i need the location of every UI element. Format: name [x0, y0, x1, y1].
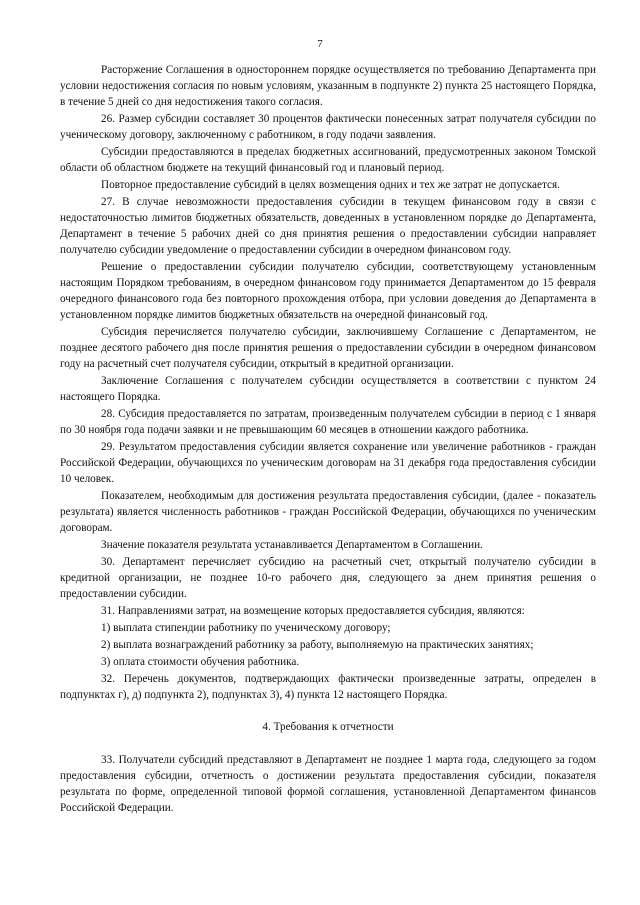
paragraph: Решение о предоставлении субсидии получателю субсидии, соответствующему установленным настоящим Порядком требованиям, в очередном финансовом году принимается Департаментом до 15 февраля очередного финансового года без повторного прохождения отбора, при условии доведения до Департамента в установленном порядке лимитов бюджетных обязательств на очередной финансовый год. [60, 261, 596, 321]
paragraph: Повторное предоставление субсидий в целях возмещения одних и тех же затрат не допускается. [101, 179, 560, 191]
paragraph: Значение показателя результата устанавливается Департаментом в Соглашении. [101, 539, 483, 551]
paragraph: 31. Направлениями затрат, на возмещение которых предоставляется субсидия, являются: [101, 605, 525, 617]
list-item: 2) выплата вознаграждений работнику за работу, выполняемую на практических занятиях; [101, 639, 534, 651]
paragraph: 27. В случае невозможности предоставления субсидии в текущем финансовом году в связи с недостаточностью лимитов бюджетных обязательств, доведенных в установленном порядке до Департамента, Департамент в течение 5 рабочих дней со дня принятия решения о предоставлении субсидии направляет получателю субсидии уведомление о предоставлении субсидии в очередном финансовом году. [60, 196, 596, 256]
paragraph: 28. Субсидия предоставляется по затратам, произведенным получателем субсидии в период с 1 января по 30 ноября года подачи заявки и не превышающим 60 месяцев в отношении каждого работника. [60, 408, 596, 436]
list-item: 1) выплата стипендии работнику по ученическому договору; [101, 622, 391, 634]
paragraph: 32. Перечень документов, подтверждающих фактически произведенные затраты, определен в подпунктах г), д) подпункта 2), подпунктах 3), 4) пункта 12 настоящего Порядка. [60, 673, 596, 701]
page-number: 7 [317, 38, 323, 50]
paragraph: Заключение Соглашения с получателем субсидии осуществляется в соответствии с пунктом 24 настоящего Порядка. [60, 375, 596, 403]
paragraph: Субсидия перечисляется получателю субсидии, заключившему Соглашение с Департаментом, не позднее десятого рабочего дня после принятия решения о предоставлении субсидии в очередном финансовом году на расчетный счет получателя субсидии, открытый в кредитной организации. [60, 326, 596, 370]
paragraph: 26. Размер субсидии составляет 30 процентов фактически понесенных затрат получателя субсидии по ученическому договору, заключенному с работником, в году подачи заявления. [60, 113, 596, 141]
paragraph: Расторжение Соглашения в одностороннем порядке осуществляется по требованию Департамента при условии недостижения согласия по новым условиям, указанным в подпункте 2) пункта 25 настоящего Порядка, в течение 5 дней со дня недостижения такого согласия. [60, 64, 596, 108]
paragraph: 30. Департамент перечисляет субсидию на расчетный счет, открытый получателю субсидии в кредитной организации, не позднее 10-го рабочего дня, следующего за днем принятия решения о предоставлении субсидии. [60, 556, 596, 600]
paragraph: Показателем, необходимым для достижения результата предоставления субсидии, (далее - показатель результата) является численность работников - граждан Российской Федерации, обучающихся по ученическим договорам. [60, 490, 596, 534]
paragraph: 29. Результатом предоставления субсидии является сохранение или увеличение работников - граждан Российской Федерации, обучающихся по ученическим договорам на 31 декабря года предоставления субсидии 10 человек. [60, 441, 596, 485]
paragraph: Субсидии предоставляются в пределах бюджетных ассигнований, предусмотренных законом Томской области об областном бюджете на текущий финансовый год и плановый период. [60, 146, 596, 174]
paragraph: 33. Получатели субсидий представляют в Департамент не позднее 1 марта года, следующего за годом предоставления субсидии, отчетность о достижении результата предоставления субсидии, показателя результата по форме, определенной типовой формой соглашения, установленной Департаментом финансов Российской Федерации. [60, 754, 596, 814]
list-item: 3) оплата стоимости обучения работника. [101, 656, 300, 668]
document-body [60, 62, 596, 817]
section-heading: 4. Требования к отчетности [262, 721, 394, 733]
